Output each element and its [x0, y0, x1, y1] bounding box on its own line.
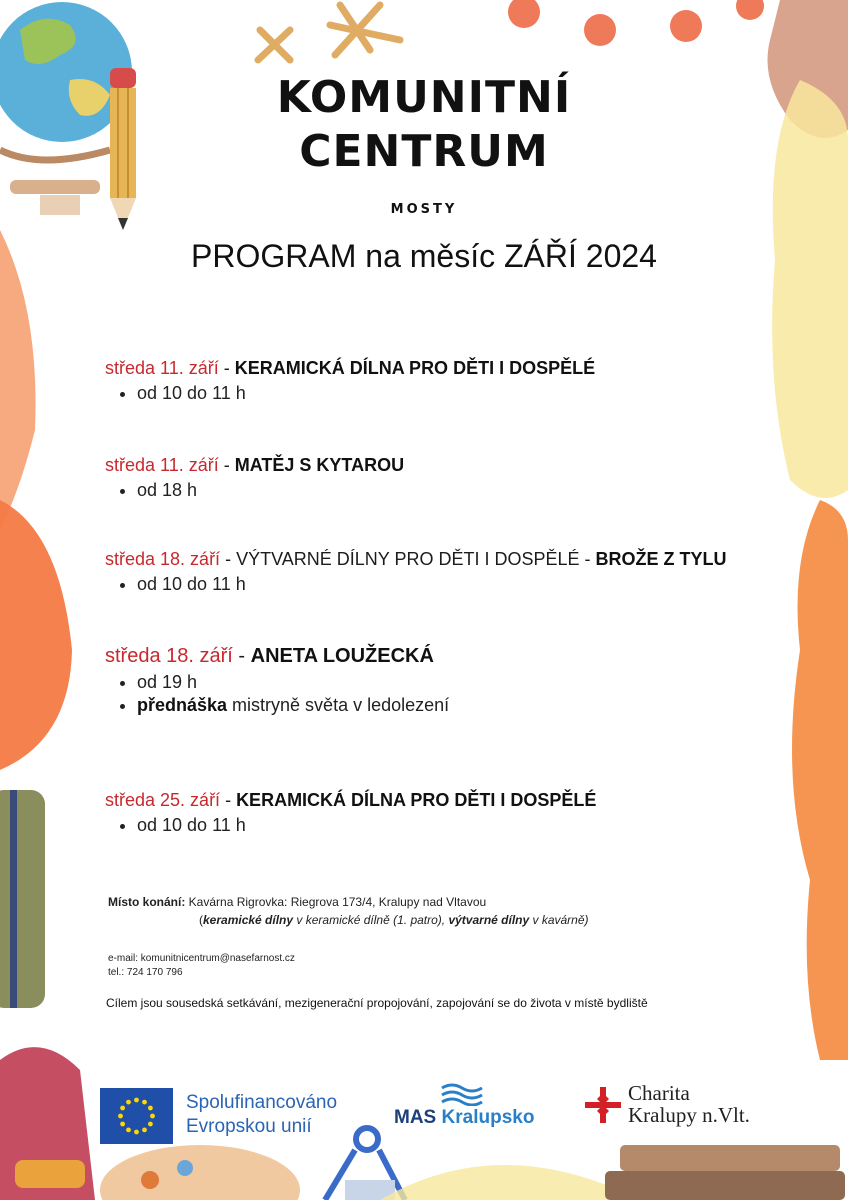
star-sparkle-illustration: [240, 0, 440, 80]
venue-note: [108, 911, 589, 929]
event-separator: -: [218, 455, 235, 475]
event-title-line: [105, 790, 596, 811]
event-date: středa 11. září: [105, 455, 219, 475]
event-details: [105, 383, 595, 404]
event-description-bold: přednáška: [137, 695, 228, 715]
mas-wave-icon: [440, 1082, 484, 1106]
centre-title-line1: KOMUNITNÍ: [276, 72, 572, 123]
event-separator: -: [220, 549, 237, 569]
venue-paren: (: [199, 913, 203, 927]
event-time: • od 10 do 11 h: [137, 815, 596, 836]
event-details: [105, 574, 726, 595]
event-3: [105, 549, 726, 597]
orange-watercolor-right-illustration: [780, 500, 848, 1060]
centre-title-line2: CENTRUM: [299, 126, 549, 177]
eu-label-line1: Spolufinancováno: [186, 1092, 338, 1113]
event-date: středa 11. září: [105, 358, 219, 378]
venue-art: výtvarné dílny: [448, 913, 530, 927]
event-description-text: mistryně světa v ledolezení: [227, 695, 450, 715]
event-details: [105, 672, 449, 716]
event-title-line: [105, 549, 726, 570]
event-name: KERAMICKÁ DÍLNA PRO DĚTI I DOSPĚLÉ: [236, 790, 597, 810]
event-date: středa 18. září: [105, 549, 221, 569]
venue-label: Místo konání:: [108, 895, 186, 909]
event-time: • od 10 do 11 h: [137, 383, 595, 404]
backpack-illustration: [0, 1030, 100, 1200]
charita-logo-text: [628, 1082, 750, 1126]
charita-line2: Kralupy n.Vlt.: [628, 1103, 750, 1127]
goal-statement: Cílem jsou sousedská setkávání, mezigenerační propojování, zapojování se do života v místě bydliště: [106, 996, 648, 1010]
event-time: • od 18 h: [137, 480, 404, 501]
event-title-line: [105, 645, 449, 668]
event-date: středa 18. září: [105, 645, 233, 667]
event-separator: -: [220, 790, 237, 810]
venue-address: Kavárna Rigrovka: Riegrova 173/4, Kralupy nad Vltavou: [185, 895, 487, 909]
event-separator: -: [218, 358, 235, 378]
event-name: ANETA LOUŽECKÁ: [250, 645, 434, 667]
venue-art-detail: v kavárně): [529, 913, 589, 927]
event-1: [105, 358, 595, 406]
dots-illustration: [500, 0, 780, 50]
event-category: VÝTVARNÉ DÍLNY PRO DĚTI I DOSPĚLÉ -: [236, 549, 596, 569]
event-name: BROŽE Z TYLU: [595, 549, 727, 569]
centre-subtitle: MOSTY: [390, 202, 458, 217]
event-date: středa 25. září: [105, 790, 221, 810]
event-5: [105, 790, 596, 838]
phone-line: [108, 966, 295, 980]
venue-ceramic-detail: v keramické dílně (1. patro),: [293, 913, 449, 927]
charita-line1: Charita: [628, 1081, 690, 1105]
event-separator: -: [232, 645, 251, 667]
email-link[interactable]: komunitnicentrum@nasefarnost.cz: [140, 953, 295, 964]
eu-stars-icon: [100, 1088, 173, 1144]
phone-label: tel.:: [108, 967, 125, 978]
kralupsko-label: Kralupsko: [441, 1107, 535, 1128]
phone-number: 724 170 796: [126, 967, 183, 978]
mas-label: MAS: [394, 1107, 437, 1128]
event-title-line: [105, 455, 404, 476]
notebook-illustration: [0, 790, 46, 1010]
orange-watercolor-left-illustration: [0, 230, 80, 770]
event-time: • od 10 do 11 h: [137, 574, 726, 595]
event-name: MATĚJ S KYTAROU: [234, 455, 405, 475]
event-name: KERAMICKÁ DÍLNA PRO DĚTI I DOSPĚLÉ: [234, 358, 596, 378]
event-description: [137, 695, 449, 716]
event-title-line: [105, 358, 595, 379]
venue-ceramic: keramické dílny: [203, 913, 294, 927]
mas-kralupsko-logo: [394, 1107, 534, 1129]
event-details: [105, 815, 596, 836]
email-line: [108, 952, 295, 966]
venue-line: [108, 893, 589, 911]
email-label: e-mail:: [108, 953, 139, 964]
contact-info: [108, 952, 295, 980]
event-time: • od 19 h: [137, 672, 449, 693]
venue-info: [108, 893, 589, 929]
eu-label-line2: Evropskou unií: [186, 1116, 312, 1137]
books-illustration: [600, 1135, 848, 1200]
charita-cross-icon: [583, 1085, 623, 1125]
event-4: [105, 645, 449, 718]
program-heading: PROGRAM na měsíc ZÁŘÍ 2024: [191, 238, 657, 274]
eu-flag-logo: [100, 1088, 173, 1144]
event-2: [105, 455, 404, 503]
eu-cofinanced-label: [186, 1091, 337, 1139]
event-details: [105, 480, 404, 501]
